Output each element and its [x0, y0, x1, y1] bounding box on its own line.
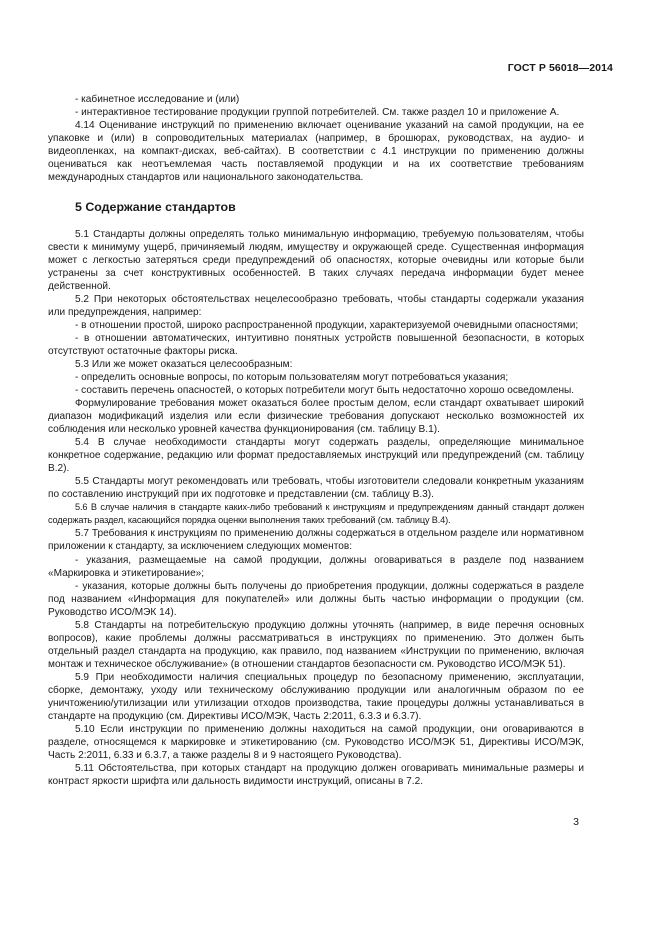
clause-5-11: 5.11 Обстоятельства, при которых стандарт на продукцию должен оговаривать минимальные размеры и контраст яркости шрифта или дальность видимости инструкций, описаны в 7.2.: [48, 762, 584, 787]
standard-header: ГОСТ Р 56018—2014: [507, 62, 613, 74]
list-item: - указания, которые должны быть получены до приобретения продукции, должны содержаться в разделе под названием «Информация для покупателей» или должны быть частью информации о продукции (см. Руководство ИСО/МЭК 14).: [48, 580, 584, 618]
list-item: - указания, размещаемые на самой продукции, должны оговариваться в разделе под названием «Маркировка и этикетирование»;: [48, 554, 584, 579]
clause-5-7: 5.7 Требования к инструкциям по применению должны содержаться в отдельном разделе или нормативном приложении к стандарту, за исключением следующих моментов:: [48, 528, 584, 553]
list-item: - в отношении автоматических, интуитивно понятных устройств повышенной безопасности, в которых отсутствуют остаточные факторы риска.: [48, 333, 584, 358]
section-title: 5 Содержание стандартов: [75, 200, 236, 215]
clause-5-2: 5.2 При некоторых обстоятельствах нецелесообразно требовать, чтобы стандарты содержали указания или предупреждения, например:: [48, 294, 584, 319]
clause-4-14: 4.14 Оценивание инструкций по применению включает оценивание указаний на самой продукции, на ее упаковке и (или) в сопроводительных материалах (например, в брошюрах, руководствах, на аудио- и видеопленках, на компакт-дисках, веб-сайтах). В соответствии с 4.1 инструкции по применению должны оцениваться как неотъемлемая часть поставляемой продукции и на их соответствие требованиям международных стандартов или национального законодательства.: [48, 120, 584, 184]
list-item: - определить основные вопросы, по которым пользователям могут потребоваться указания;: [75, 372, 509, 384]
document-body: [48, 93, 584, 788]
clause-5-8: 5.8 Стандарты на потребительскую продукцию должны уточнять (например, в виде перечня основных вопросов), какие проблемы должны рассматриваться в инструкциях по применению. Это должен быть отдельный раздел стандарта на продукцию, как правило, под названием «Инструкции по применению, включая монтаж и техническое обслуживание» (в отношении стандартов безопасности см. Руководство ИСО/МЭК 51).: [48, 619, 584, 670]
list-item: - составить перечень опасностей, о которых потребители могут быть недостаточно хорошо осведомлены.: [75, 385, 575, 397]
clause-5-6: 5.6 В случае наличия в стандарте каких-либо требований к инструкциям и предупреждениям данный стандарт должен содержать раздел, касающийся порядка оценки выполнения таких требований (см. таблицу В.4).: [48, 502, 584, 526]
clause-5-4: 5.4 В случае необходимости стандарты могут содержать разделы, определяющие минимальное конкретное содержание, редакцию или формат предоставляемых инструкций или предупреждений (см. таблицу В.2).: [48, 437, 584, 475]
clause-5-9: 5.9 При необходимости наличия специальных процедур по безопасному применению, эксплуатации, сборке, демонтажу, уходу или техническому обслуживанию продукции или аналогичным образом по ее уничтожению/утилизации или утилизации отходов производства, такие процедуры должны устанавливаться в стандарте на продукцию (см. Директивы ИСО/МЭК, Часть 2:2011, 6.3.3 и 6.3.7).: [48, 671, 584, 722]
clause-5-10: 5.10 Если инструкции по применению должны находиться на самой продукции, они оговариваются в разделе, относящемся к маркировке и этикетированию (см. Руководство ИСО/МЭК 51, Директивы ИСО/МЭК, Часть 2:2011, 6.33 и 6.3.7, а также разделы 8 и 9 настоящего Руководства).: [48, 723, 584, 761]
clause-5-3: 5.3 Или же может оказаться целесообразным:: [75, 359, 293, 371]
paragraph: Формулирование требования может оказаться более простым делом, если стандарт охватывает широкий диапазон модификаций изделия или если физические требования допускают несколько возможностей их соблюдения или несколько уровней качества функционирования (см. таблицу В.1).: [48, 398, 584, 436]
page-number: 3: [573, 816, 579, 828]
clause-5-5: 5.5 Стандарты могут рекомендовать или требовать, чтобы изготовители следовали конкретным указаниям по составлению инструкций при их подготовке и представлении (см. таблицу В.3).: [48, 476, 584, 501]
list-item: - в отношении простой, широко распространенной продукции, характеризуемой очевидными опасностями;: [75, 320, 579, 332]
clause-5-1: 5.1 Стандарты должны определять только минимальную информацию, требуемую пользователям, чтобы свести к минимуму ущерб, причиняемый людям, имуществу и окружающей среде. Существенная информация может с легкостью затеряться среди предупреждений об опасностях, которые очевидны или которые были устранены за счет конструктивных особенностей. В таких случаях передача информации будет менее действенной.: [48, 229, 584, 293]
intro-list-item: - кабинетное исследование и (или): [75, 94, 240, 105]
intro-list-item: - интерактивное тестирование продукции группой потребителей. См. также раздел 10 и приложение А.: [75, 107, 560, 119]
